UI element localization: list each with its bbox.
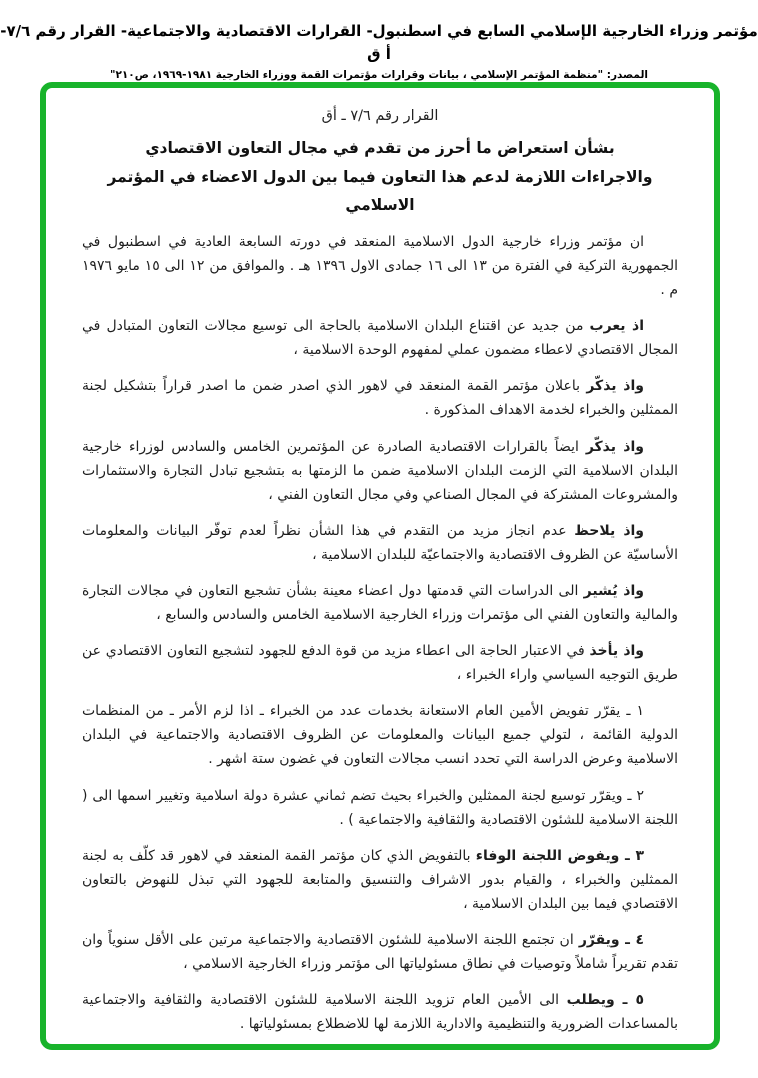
paragraph-lead: واذ يذكّر <box>586 378 644 395</box>
paragraph-lead: واذ يأخذ <box>589 643 644 660</box>
paragraph-operative-2 <box>82 784 678 832</box>
paragraph-lead: ٤ ـ ويقرّر <box>578 931 644 948</box>
paragraph-recital <box>82 435 678 507</box>
paragraph-recital <box>82 639 678 687</box>
resolution-title-line1: بشأن استعراض ما أحرز من تقدم في مجال التعاون الاقتصادي <box>145 139 615 157</box>
paragraph-text: ٢ ـ ويقرّر توسيع لجنة الممثلين والخبراء بحيث تضم ثماني عشرة دولة اسلامية وتغيير اسمها الى ( اللجنة الاسلامية للشئون الاقتصادية والثقافية والاجتماعية ) . <box>82 787 678 828</box>
paragraph-text: عدم انجاز مزيد من التقدم في هذا الشأن نظراً لعدم توفّر البيانات والمعلومات الأساسيّة عن الظروف الاقتصادية والاجتماعيّة للبلدان الاسلامية ، <box>82 522 678 563</box>
paragraph-lead: واذ يذكّر <box>585 438 644 455</box>
paragraph-operative-5 <box>82 988 678 1036</box>
paragraph-operative-4 <box>82 928 678 976</box>
paragraph-text: باعلان مؤتمر القمة المنعقد في لاهور الذي اصدر ضمن ما اصدر قراراً بتشكيل لجنة الممثلين والخبراء لخدمة الاهداف المذكورة . <box>82 378 678 419</box>
paragraph-text: ايضاً بالقرارات الاقتصادية الصادرة عن المؤتمرين الخامس والسادس لوزراء خارجية البلدان الاسلامية التي الزمت البلدان الاسلامية ضمن ما الزمتها به بتشجيع تبادل التجارة والاستثمارات والمشروعات المشتركة في المجال الصناعي وفي مجال التعاون الفني ، <box>82 438 678 503</box>
paragraph-operative-1 <box>82 699 678 771</box>
resolution-body <box>82 230 678 1036</box>
paragraph-text: من جديد عن اقتناع البلدان الاسلامية بالحاجة الى توسيع مجالات التعاون المتبادل في المجال الاقتصادي لاعطاء مضمون عملي لمفهوم الوحدة الاسلامية ، <box>82 318 678 359</box>
paragraph-lead: ٥ ـ ويطلب <box>566 992 644 1009</box>
resolution-number: القرار رقم ٧/٦ ـ أق <box>321 108 439 124</box>
paragraph-lead: واذ يلاحظ <box>574 522 645 539</box>
document-header <box>0 0 758 84</box>
resolution-bordered-card <box>40 82 720 1050</box>
paragraph-lead: واذ يُشير <box>583 582 644 599</box>
paragraph-text: الى الأمين العام تزويد اللجنة الاسلامية للشئون الاقتصادية والثقافية والاجتماعية بالمساعدات الضرورية والتنظيمية والادارية اللازمة لها للاضطلاع بمسئولياتها . <box>82 992 678 1033</box>
paragraph-text: ان مؤتمر وزراء خارجية الدول الاسلامية المنعقد في دورته السابعة العادية في اسطنبول في الجمهورية التركية في الفترة من ١٣ الى ١٦ جمادى الاول ١٣٩٦ هـ . والموافق من ١٢ الى ١٥ مايو ١٩٧٦ م . <box>82 234 678 299</box>
paragraph-text: بالتفويض الذي كان مؤتمر القمة المنعقد في لاهور قد كلّف به لجنة الممثلين والخبراء ، والقيام بدور الاشراف والتنسيق والمتابعة للجهود التي تبذل للنهوض بالتعاون الاقتصادي فيما بين البلدان الاسلامية ، <box>82 847 678 912</box>
paragraph-preamble <box>82 230 678 302</box>
paragraph-text: الى الدراسات التي قدمتها دول اعضاء معينة بشأن تشجيع التعاون في مجالات التجارة والمالية والتعاون الفني الى مؤتمرات وزراء الخارجية الاسلامية الخامس والسادس والسابع ، <box>82 582 678 624</box>
paragraph-recital <box>82 519 678 567</box>
header-title: مؤتمر وزراء الخارجية الإسلامي السابع في اسطنبول- القرارات الاقتصادية والاجتماعية- القرار رقم ٧/٦- أ ق <box>0 22 758 63</box>
paragraph-operative-3 <box>82 844 678 916</box>
resolution-title-line2: والاجراءات اللازمة لدعم هذا التعاون فيما بين الدول الاعضاء في المؤتمر الاسلامي <box>107 167 653 215</box>
paragraph-recital <box>82 374 678 422</box>
paragraph-text: ١ ـ يقرّر تفويض الأمين العام الاستعانة بخدمات عدد من الخبراء ـ اذا لزم الأمر ـ من المنظمات الدولية القائمة ، لتولي جميع البيانات والمعلومات عن الظروف الاقتصادية والاجتماعية في البلدان الاسلامية وعرض الدراسة التي تحدد انسب مجالات التعاون في غضون ستة اشهر . <box>82 703 678 768</box>
paragraph-lead: اذ يعرب <box>589 318 644 335</box>
header-source-citation: المصدر: "منظمة المؤتمر الإسلامي ، بيانات وقرارات مؤتمرات القمة ووزراء الخارجية ١٩٦٩‎-‎١٩٨١، ص٢١٠" <box>109 69 648 81</box>
resolution-title <box>82 134 678 220</box>
paragraph-lead: ٣ ـ ويفوض اللجنة الوفاء <box>475 847 645 864</box>
paragraph-text: ان تجتمع اللجنة الاسلامية للشئون الاقتصادية والاجتماعية مرتين على الأقل سنوياً وان تقدم تقريراً شاملاً وتوصيات في نطاق مسئولياتها الى مؤتمر وزراء الخارجية الاسلامي ، <box>82 931 678 972</box>
paragraph-recital <box>82 314 678 362</box>
paragraph-text: في الاعتبار الحاجة الى اعطاء مزيد من قوة الدفع للجهود لتشجيع التعاون الاقتصادي عن طريق التوجيه السياسي واراء الخبراء ، <box>82 643 678 684</box>
paragraph-recital <box>82 579 678 627</box>
